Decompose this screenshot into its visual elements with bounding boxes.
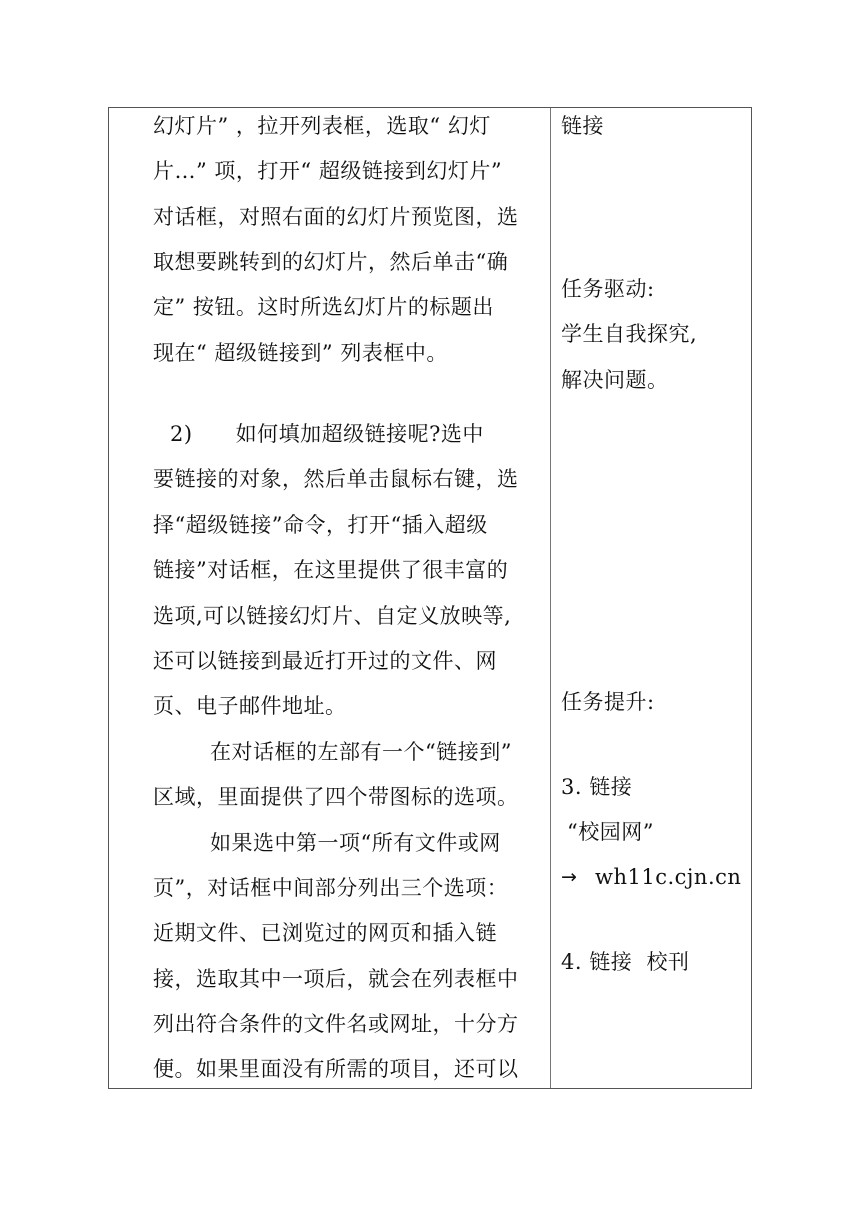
text-line: 链接”对话框，在这里提供了很丰富的 <box>153 558 509 582</box>
text-line: 2) 如何填加超级链接呢?选中 <box>170 422 484 446</box>
text-line: 在对话框的左部有一个“链接到” <box>210 740 512 764</box>
text-line: 列出符合条件的文件名或网址，十分方 <box>153 1012 519 1036</box>
link-heading: 链接 <box>561 114 604 138</box>
text-line: 页、电子邮件地址。 <box>153 694 347 718</box>
text-line: 选项,可以链接幻灯片、自定义放映等, <box>153 604 512 628</box>
arrow-icon: → <box>561 866 578 888</box>
item-4-label: 4. 链接 校刊 <box>561 950 690 974</box>
text-line: 要链接的对象，然后单击鼠标右键，选 <box>153 467 519 491</box>
text-line: 片…” 项，打开“ 超级链接到幻灯片” <box>153 159 503 183</box>
task-drive-label: 任务驱动: <box>561 277 655 301</box>
document-table <box>108 107 752 1089</box>
text-line: 幻灯片” ，拉开列表框，选取“ 幻灯 <box>153 114 491 138</box>
text-line: 接，选取其中一项后，就会在列表框中 <box>153 967 519 991</box>
task-drive-text: 学生自我探究, <box>561 322 698 346</box>
text-line: 还可以链接到最近打开过的文件、网 <box>153 649 497 673</box>
task-upgrade-label: 任务提升: <box>561 690 655 714</box>
item-3-url: wh11c.cjn.cn <box>595 865 742 889</box>
text-line: 近期文件、已浏览过的网页和插入链 <box>153 921 497 945</box>
text-line: 如果选中第一项“所有文件或网 <box>210 831 501 855</box>
task-drive-text: 解决问题。 <box>561 368 669 392</box>
item-3-label: 3. 链接 <box>561 775 633 799</box>
text-line: 区域，里面提供了四个带图标的选项。 <box>153 785 519 809</box>
text-line: 取想要跳转到的幻灯片，然后单击“确 <box>153 250 509 274</box>
text-line: 便。如果里面没有所需的项目，还可以 <box>153 1057 519 1081</box>
text-line: 择“超级链接”命令，打开“插入超级 <box>153 513 488 537</box>
text-line: 现在“ 超级链接到” 列表框中。 <box>153 341 448 365</box>
column-divider <box>550 108 551 1088</box>
item-3-name: “校园网” <box>567 820 654 844</box>
text-line: 页”，对话框中间部分列出三个选项： <box>153 876 509 900</box>
text-line: 对话框，对照右面的幻灯片预览图，选 <box>153 205 519 229</box>
text-line: 定” 按钮。这时所选幻灯片的标题出 <box>153 295 494 319</box>
